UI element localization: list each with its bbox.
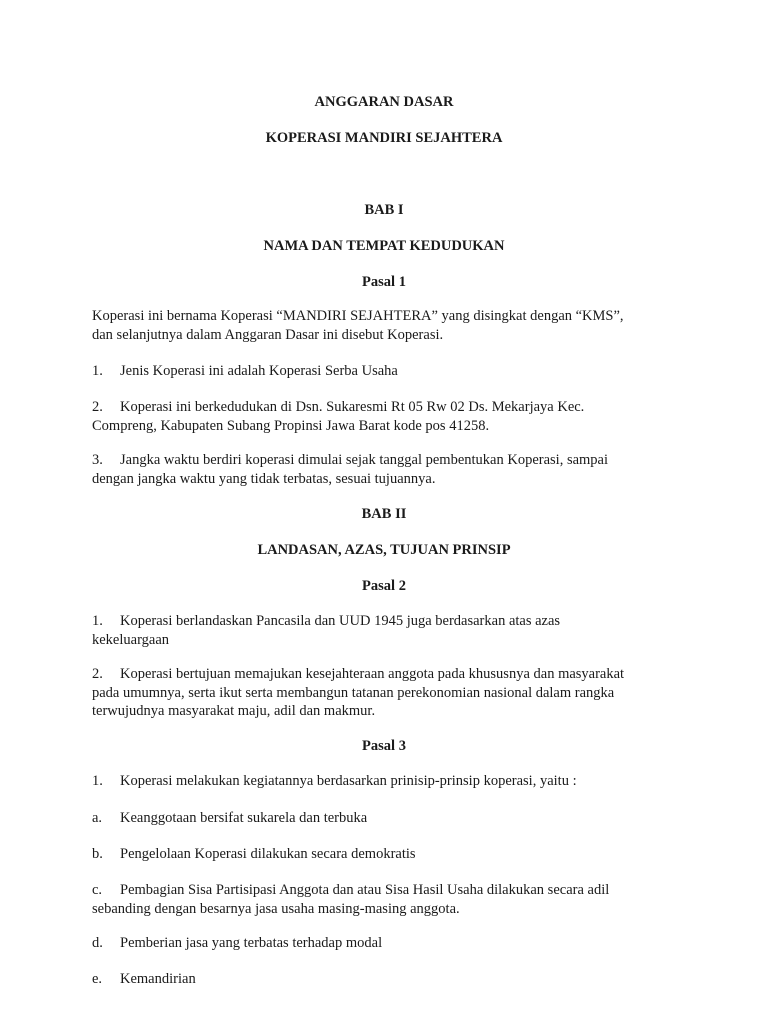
list-number: 3. — [92, 452, 103, 468]
list-letter: c. — [92, 882, 103, 898]
pasal1-intro-line1: Koperasi ini bernama Koperasi “MANDIRI SEJAHTERA” yang disingkat dengan “KMS”, — [92, 308, 624, 324]
list-letter: e. — [92, 971, 103, 987]
list-number: 1. — [92, 613, 103, 629]
list-number: 1. — [92, 363, 103, 379]
list-number: 1. — [92, 773, 103, 789]
pasal1-intro-line2: dan selanjutnya dalam Anggaran Dasar ini disebut Koperasi. — [92, 326, 444, 343]
pasal2-item-2 — [92, 665, 682, 721]
list-text: Koperasi berlandaskan Pancasila dan UUD 1945 juga berdasarkan atas azas — [120, 613, 561, 629]
list-text-continued: pada umumnya, serta ikut serta membangun tatanan perekonomian nasional dalam rangka — [92, 684, 615, 701]
bab1-heading: NAMA DAN TEMPAT KEDUDUKAN — [263, 238, 505, 254]
list-text: Jenis Koperasi ini adalah Koperasi Serba Usaha — [120, 363, 398, 379]
pasal2-label: Pasal 2 — [362, 578, 406, 594]
list-text: Koperasi ini berkedudukan di Dsn. Sukaresmi Rt 05 Rw 02 Ds. Mekarjaya Kec. — [120, 399, 585, 415]
bab1-label: BAB I — [364, 202, 404, 218]
list-text: Kemandirian — [120, 971, 196, 987]
list-text: Pengelolaan Koperasi dilakukan secara demokratis — [120, 846, 416, 862]
list-text: Koperasi melakukan kegiatannya berdasarkan prinisip-prinsip koperasi, yaitu : — [120, 773, 577, 789]
list-text: Keanggotaan bersifat sukarela dan terbuka — [120, 810, 368, 826]
list-text-continued: sebanding dengan besarnya jasa usaha masing-masing anggota. — [92, 900, 460, 917]
bab2-heading: LANDASAN, AZAS, TUJUAN PRINSIP — [257, 542, 511, 558]
pasal3-item-d — [92, 934, 682, 953]
list-letter: d. — [92, 935, 103, 951]
list-number: 2. — [92, 666, 103, 682]
bab2-label: BAB II — [361, 506, 407, 522]
list-letter: a. — [92, 810, 103, 826]
pasal3-label: Pasal 3 — [362, 738, 406, 754]
pasal3-item-c — [92, 881, 682, 918]
list-text: Koperasi bertujuan memajukan kesejahteraan anggota pada khususnya dan masyarakat — [120, 666, 625, 682]
pasal3-item-1 — [92, 772, 682, 791]
pasal1-item-3 — [92, 451, 682, 488]
list-letter: b. — [92, 846, 103, 862]
list-text: Pemberian jasa yang terbatas terhadap modal — [120, 935, 383, 951]
pasal2-item-1 — [92, 612, 682, 649]
list-text-continued: terwujudnya masyarakat maju, adil dan makmur. — [92, 703, 376, 719]
document-title: ANGGARAN DASAR — [314, 94, 454, 110]
list-text-continued: kekeluargaan — [92, 631, 170, 648]
list-text: Pembagian Sisa Partisipasi Anggota dan atau Sisa Hasil Usaha dilakukan secara adil — [120, 882, 610, 898]
list-text-continued: dengan jangka waktu yang tidak terbatas, sesuai tujuannya. — [92, 470, 436, 487]
pasal1-item-1 — [92, 362, 682, 381]
pasal1-label: Pasal 1 — [362, 274, 406, 290]
list-number: 2. — [92, 399, 103, 415]
pasal1-intro — [92, 307, 682, 344]
list-text-continued: Compreng, Kabupaten Subang Propinsi Jawa Barat kode pos 41258. — [92, 417, 490, 434]
pasal3-item-e — [92, 970, 682, 989]
document-subtitle: KOPERASI MANDIRI SEJAHTERA — [265, 130, 503, 146]
pasal3-item-b — [92, 845, 682, 864]
pasal1-item-2 — [92, 398, 682, 435]
list-text: Jangka waktu berdiri koperasi dimulai sejak tanggal pembentukan Koperasi, sampai — [120, 452, 609, 468]
pasal3-item-a — [92, 809, 682, 828]
